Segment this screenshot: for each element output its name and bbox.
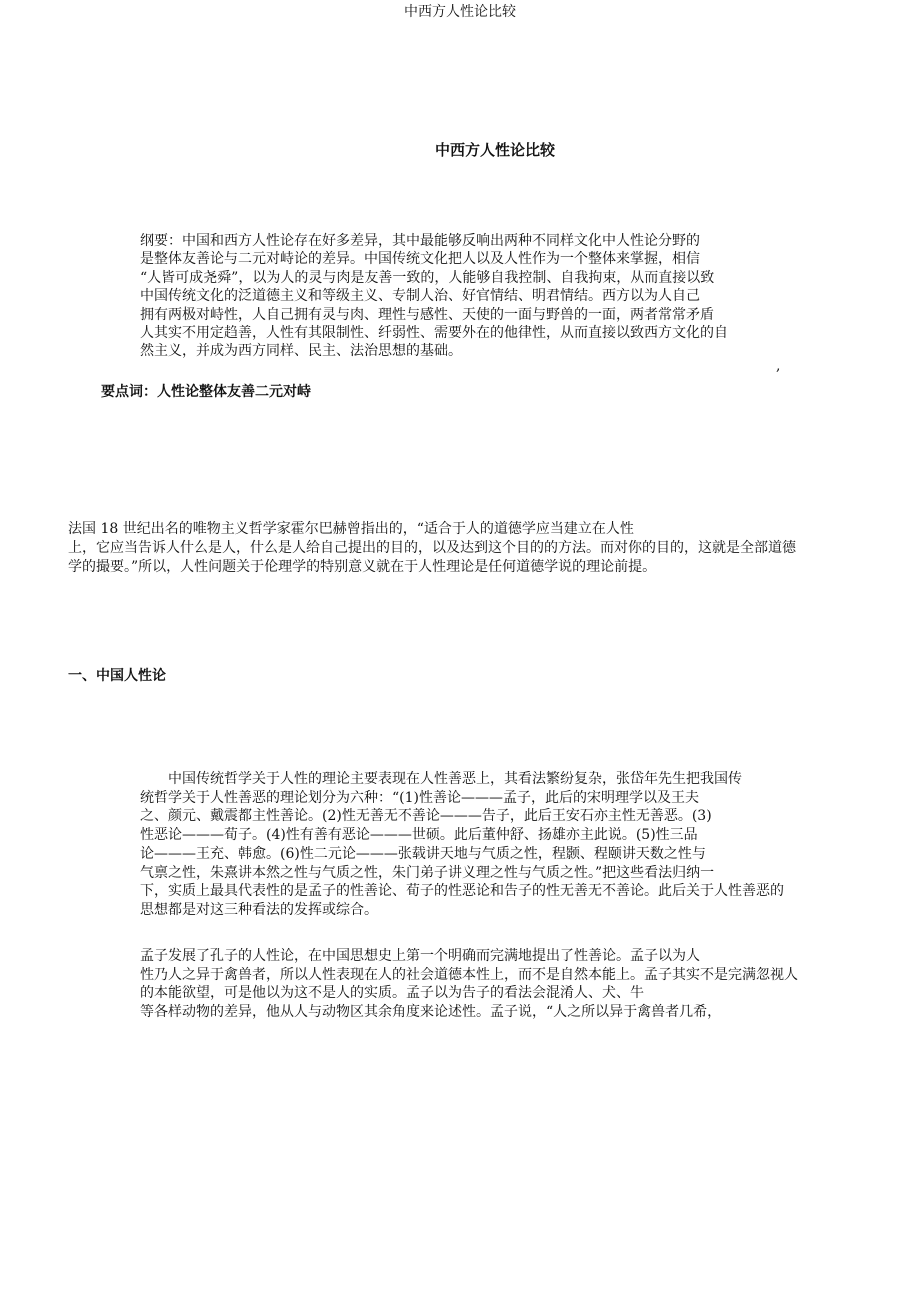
paragraph-line: 的本能欲望，可是他以为这不是人的实质。孟子以为告子的看法会混淆人、犬、牛 — [140, 985, 644, 1002]
paragraph-line: 性乃人之异于禽兽者，所以人性表现在人的社会道德本性上，而不是自然本能上。孟子其实不是完满忽视人 — [140, 966, 798, 983]
abstract-line: 拥有两极对峙性，人自己拥有灵与肉、理性与感性、天使的一面与野兽的一面，两者常常矛盾 — [140, 306, 714, 323]
abstract-line: 人其实不用定趋善，人性有其限制性、纤弱性、需要外在的他律性，从而直接以致西方文化的自 — [140, 325, 728, 342]
paragraph-mencius — [140, 947, 798, 1022]
abstract-line: 是整体友善论与二元对峙论的差异。中国传统文化把人以及人性作为一个整体来掌握，相信 — [140, 251, 700, 268]
paragraph-human-nature-theories — [140, 770, 784, 920]
abstract — [140, 232, 728, 361]
paragraph-line: 等各样动物的差异，他从人与动物区其余角度来论述性。孟子说，“人之所以异于禽兽者几希， — [140, 1004, 722, 1021]
paragraph-line: 思想都是对这三种看法的发挥或综合。 — [140, 901, 378, 918]
document-title: 中西方人性论比较 — [434, 141, 555, 159]
paragraph-line: 孟子发展了孔子的人性论，在中国思想史上第一个明确而完满地提出了性善论。孟子以为人 — [140, 948, 700, 964]
abstract-line: “人皆可成尧舜”，以为人的灵与肉是友善一致的，人能够自我控制、自我拘束，从而直接以致 — [140, 269, 715, 286]
abstract-line: 中国传统文化的泛道德主义和等级主义、专制人治、好官情结、明君情结。西方以为人自己 — [140, 288, 700, 305]
paragraph-line: 下，实质上最具代表性的是孟子的性善论、荀子的性恶论和告子的性无善无不善论。此后关于人性善恶的 — [140, 883, 784, 900]
paragraph-line: 论———王充、韩愈。(6)性二元论———张载讲天地与气质之性，程颢、程颐讲天数之性与 — [140, 845, 706, 862]
paragraph-line: 气禀之性，朱熹讲本然之性与气质之性，朱门弟子讲义理之性与气质之性。”把这些看法归纳一 — [140, 864, 715, 881]
abstract-line: 然主义，并成为西方同样、民主、法治思想的基础。 — [140, 343, 462, 360]
paragraph-line: 中国传统哲学关于人性的理论主要表现在人性善恶上，其看法繁纷复杂，张岱年先生把我国传 — [140, 771, 742, 787]
section-heading: 一、中国人性论 — [68, 668, 166, 684]
paragraph-line: 性恶论———荀子。(4)性有善有恶论———世硕。此后董仲舒、扬雄亦主此说。(5)性三品 — [140, 827, 698, 844]
intro-paragraph — [68, 520, 796, 577]
page-header: 中西方人性论比较 — [404, 4, 516, 20]
intro-line: 法国 18 世纪出名的唯物主义哲学家霍尔巴赫曾指出的，“适合于人的道德学应当建立在人性 — [68, 521, 634, 537]
stray-mark: , — [776, 358, 781, 374]
intro-line: 学的撮要。”所以，人性问题关于伦理学的特别意义就在于人性理论是任何道德学说的理论前提。 — [68, 559, 657, 575]
paragraph-line: 统哲学关于人性善恶的理论划分为六种：“(1)性善论———孟子，此后的宋明理学以及王夫 — [140, 789, 699, 806]
paragraph-line: 之、颜元、戴震都主性善论。(2)性无善无不善论———告子，此后王安石亦主性无善恶。(3) — [140, 808, 712, 825]
intro-line: 上，它应当告诉人什么是人，什么是人给自己提出的目的，以及达到这个目的的方法。而对你的目的，这就是全部道德 — [68, 540, 796, 556]
abstract-line: 纲要：中国和西方人性论存在好多差异，其中最能够反响出两种不同样文化中人性论分野的 — [140, 233, 700, 249]
keywords: 要点词：人性论整体友善二元对峙 — [101, 384, 311, 400]
